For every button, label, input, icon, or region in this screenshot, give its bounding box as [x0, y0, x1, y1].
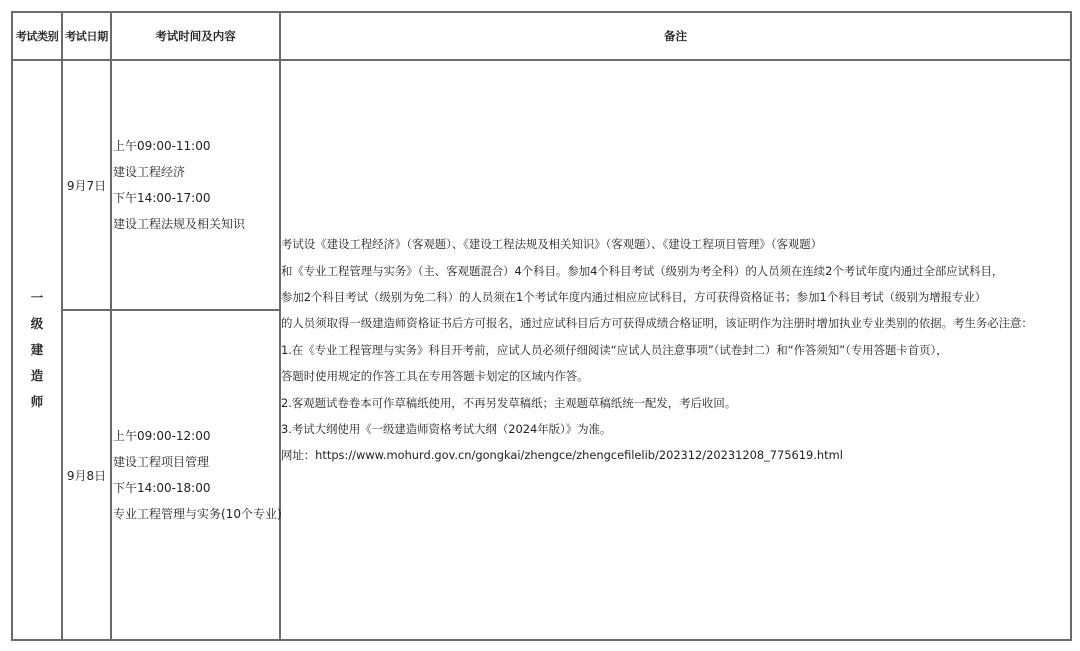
notes-line: 1.在《专业工程管理与实务》科目开考前，应试人员必须仔细阅读“应试人员注意事项”（试卷封二）和“作答须知”（专用答题卡首页）， [281, 342, 948, 357]
notes-line: 3.考试大纲使用《一级建造师资格考试大纲（2024年版）》为准。 [281, 422, 612, 437]
session-time: 上午09:00-12:00 [113, 429, 211, 443]
notes-line: 2.客观题试卷卷本可作草稿纸使用，不再另发草稿纸；主观题草稿纸统一配发，考后收回。 [281, 395, 737, 410]
session-subject: 建设工程法规及相关知识 [113, 217, 246, 231]
exam-category-cell [12, 60, 62, 640]
notes-line: 的人员须取得一级建造师资格证书后方可报名，通过应试科目后方可获得成绩合格证明，该证明作为注册时增加执业专业类别的依据。考生务必注意： [281, 316, 1033, 331]
session-time: 下午14:00-18:00 [113, 481, 211, 495]
category-char: 一 [30, 290, 44, 305]
exam-content-cell [111, 60, 280, 310]
session-time: 上午09:00-11:00 [113, 139, 211, 153]
header-content: 考试时间及内容 [111, 12, 280, 60]
category-char: 造 [30, 368, 44, 383]
category-char: 师 [30, 394, 44, 409]
session-subject: 建设工程经济 [113, 165, 186, 179]
exam-schedule-table [11, 11, 1072, 641]
session-subject: 建设工程项目管理 [113, 455, 210, 469]
exam-content-cell [111, 310, 280, 640]
header-row [12, 12, 1071, 60]
category-char: 级 [30, 316, 44, 331]
header-date: 考试日期 [62, 12, 111, 60]
website-link[interactable]: 网址：https://www.mohurd.gov.cn/gongkai/zhengce/zhengcefilelib/202312/20231208_775619.html [281, 448, 843, 463]
notes-line: 和《专业工程管理与实务》（主、客观题混合）4个科目。参加4个科目考试（级别为考全科）的人员须在连续2个考试年度内通过全部应试科目， [281, 263, 1004, 278]
exam-date-cell: 9月8日 [62, 310, 111, 640]
header-category: 考试类别 [12, 12, 62, 60]
notes-cell [280, 60, 1071, 640]
notes-line: 参加2个科目考试（级别为免二科）的人员须在1个考试年度内通过相应应试科目，方可获得资格证书；参加1个科目考试（级别为增报专业） [281, 289, 987, 304]
notes-line: 考试设《建设工程经济》（客观题）、《建设工程法规及相关知识》（客观题）、《建设工程项目管理》（客观题） [281, 237, 823, 252]
table-row [12, 60, 1071, 310]
category-char: 建 [30, 342, 44, 357]
notes-line: 答题时使用规定的作答工具在专用答题卡划定的区域内作答。 [281, 369, 589, 384]
session-time: 下午14:00-17:00 [113, 191, 211, 205]
session-subject: 专业工程管理与实务(10个专业) [113, 507, 282, 521]
exam-date-cell: 9月7日 [62, 60, 111, 310]
header-notes: 备注 [280, 12, 1071, 60]
